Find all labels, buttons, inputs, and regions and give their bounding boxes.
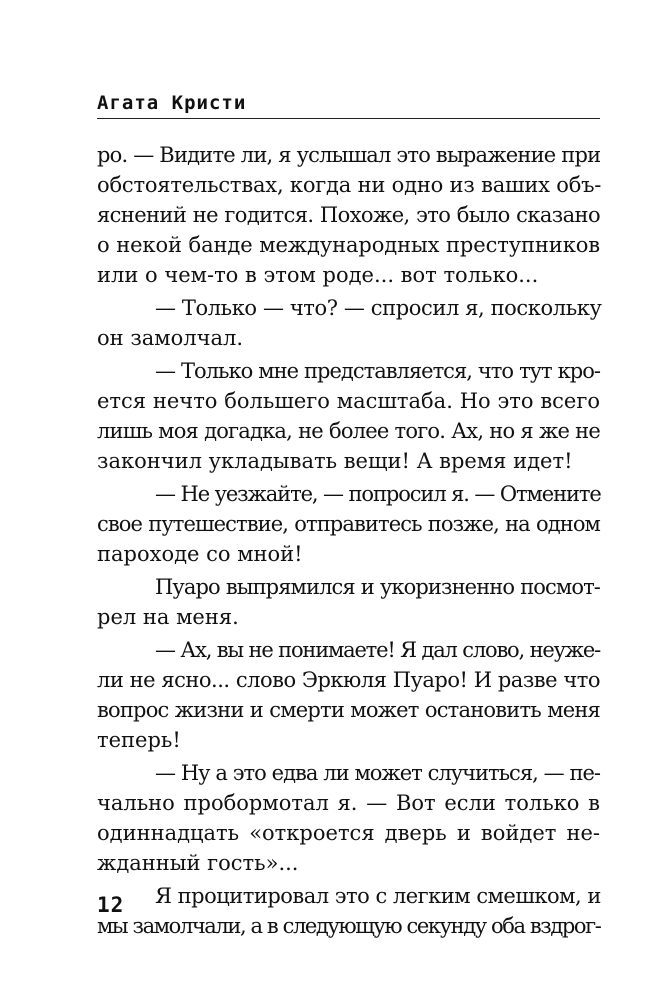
text-line: яснений не годится. Похоже, это было сказано	[97, 203, 600, 227]
text-line: — Ну а это едва ли может случиться, — пе-	[155, 761, 600, 785]
text-line: обстоятельствах, когда ни одно из ваших объ-	[97, 173, 602, 197]
text-line: рел на меня.	[97, 605, 239, 629]
text-line: лишь моя догадка, не более того. Ах, но я же не	[97, 419, 600, 443]
text-line: жданный гость»...	[97, 851, 299, 875]
text-line: — Не уезжайте, — попросил я. — Отмените	[155, 482, 601, 506]
page-number: 12	[97, 893, 125, 917]
text-line: ли не ясно... слово Эркюля Пуаро! И разве что	[97, 668, 600, 692]
text-line: ро. — Видите ли, я услышал это выражение при	[97, 143, 601, 167]
text-line: вопрос жизни и смерти может остановить меня	[97, 698, 600, 722]
text-line: Я процитировал это с легким смешком, и	[155, 884, 601, 908]
header-rule	[97, 118, 600, 119]
text-line: мы замолчали, а в следующую секунду оба вздрог-	[97, 914, 601, 938]
text-line: о некой банде международных преступников	[97, 233, 600, 257]
text-line: теперь!	[97, 728, 181, 752]
text-line: чально пробормотал я. — Вот если только в	[97, 791, 600, 815]
text-line: — Только — что? — спросил я, поскольку	[155, 296, 602, 320]
running-head: Агата Кристи	[97, 92, 247, 114]
text-line: — Ах, вы не понимаете! Я дал слово, неуже-	[155, 638, 600, 662]
text-line: он замолчал.	[97, 326, 244, 350]
text-line: свое путешествие, отправитесь позже, на одном	[97, 512, 600, 536]
text-line: — Только мне представляется, что тут кро-	[155, 359, 600, 383]
text-line: Пуаро выпрямился и укоризненно посмот-	[155, 575, 600, 599]
text-line: закончил укладывать вещи! А время идет!	[97, 449, 573, 473]
text-line: ется нечто большего масштаба. Но это всего	[97, 389, 600, 413]
text-line: или о чем-то в этом роде... вот только...	[97, 263, 539, 287]
text-line: пароходе со мной!	[97, 542, 303, 566]
text-line: одиннадцать «откроется дверь и войдет не-	[97, 821, 600, 845]
body-text	[97, 140, 600, 941]
